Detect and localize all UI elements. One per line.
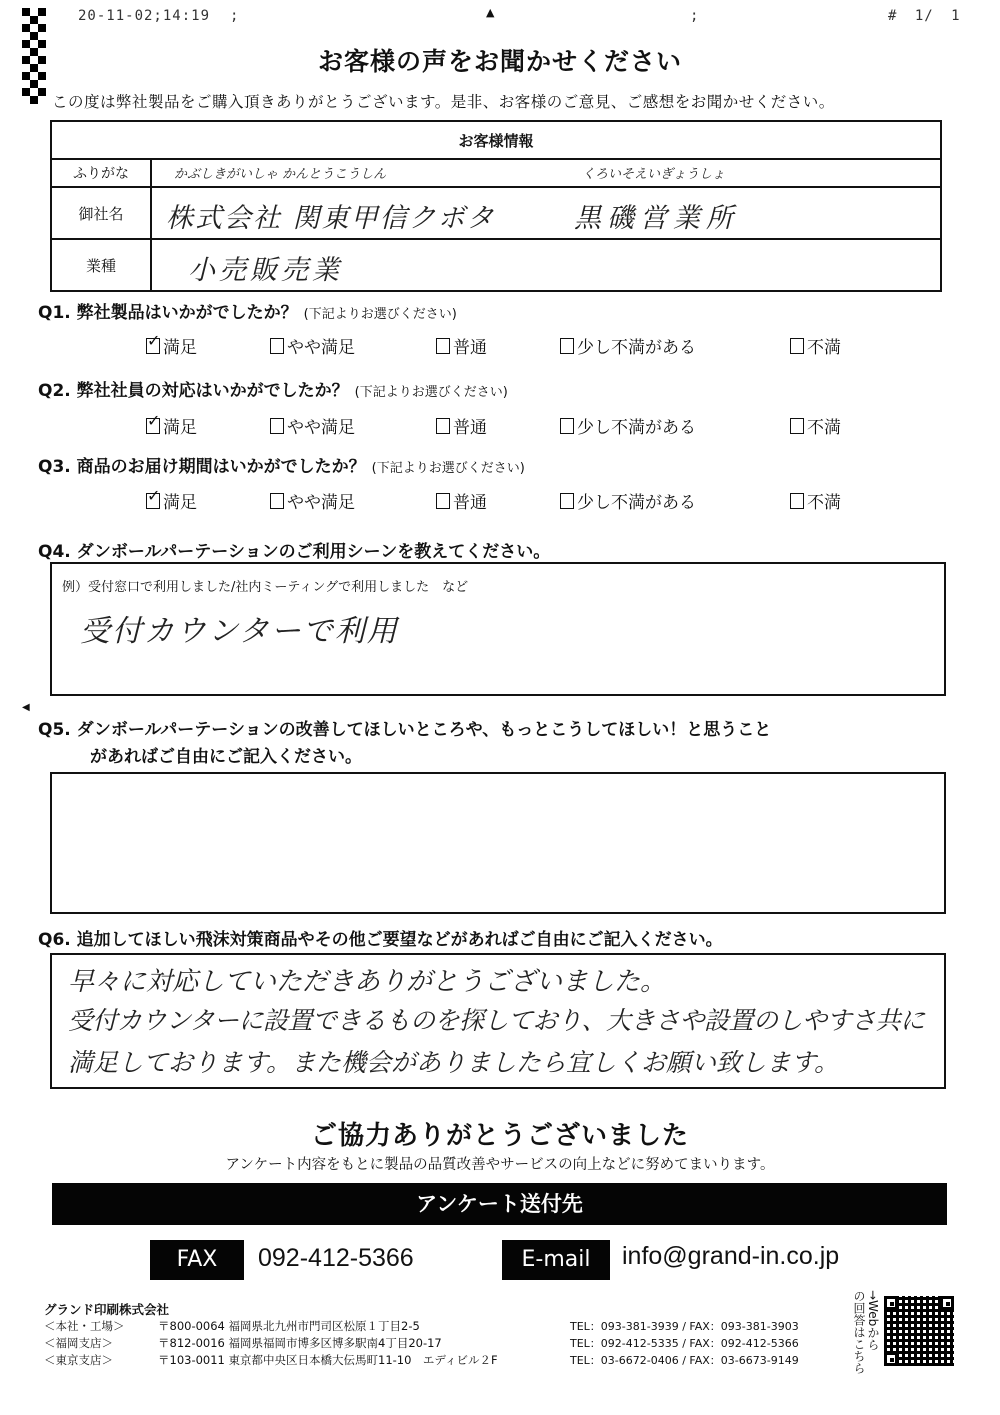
office-address-tokyo: 〒103-0011 東京都中央区日本橋大伝馬町11-10 エディビル２F [158, 1353, 498, 1367]
checkbox[interactable] [560, 418, 574, 434]
checkbox-checked[interactable] [146, 338, 160, 354]
q3-option-satisfied[interactable]: ✓満足 [146, 488, 197, 513]
left-arrow-icon: ◀ [22, 702, 30, 713]
web-note-2: の回答はこちら [852, 1290, 866, 1374]
q6-answer-line-2: 受付カウンターに設置できるものを探しており、大きさや設置のしやすさ共に [68, 1006, 925, 1035]
industry-field[interactable] [151, 239, 941, 291]
fax-separator: ; [230, 8, 240, 24]
office-phone-fukuoka: TEL：092-412-5335 / FAX：092-412-5366 [570, 1337, 799, 1350]
company-name-value: 株式会社 関東甲信クボタ [166, 203, 496, 234]
web-note-1: →Webから [866, 1290, 880, 1351]
fax-number[interactable]: 092-412-5366 [258, 1244, 414, 1272]
checkbox[interactable] [790, 338, 804, 354]
qr-code[interactable] [884, 1296, 954, 1366]
up-arrow-icon: ▲ [486, 6, 495, 19]
office-phone-hq: TEL：093-381-3939 / FAX：093-381-3903 [570, 1320, 799, 1333]
checkbox-checked[interactable] [146, 493, 160, 509]
customer-info-table [50, 120, 942, 292]
intro-text: この度は弊社製品をご購入頂きありがとうございます。是非、お客様のご意見、ご感想をお聞かせください。 [52, 93, 835, 111]
q2-option-satisfied[interactable]: ✓満足 [146, 413, 197, 438]
q4-example-text: 例）受付窓口で利用しました/社内ミーティングで利用しました など [62, 580, 469, 595]
q1-options [146, 333, 906, 357]
q3-option-neutral[interactable]: 普通 [436, 488, 487, 513]
company-name-field[interactable] [151, 187, 941, 239]
checkbox-checked[interactable] [146, 418, 160, 434]
question-2: Q2. 弊社社員の対応はいかがでしたか？ (下記よりお選びください) [38, 381, 508, 401]
q1-option-somewhat-satisfied[interactable]: やや満足 [270, 333, 355, 358]
q3-options [146, 488, 906, 512]
question-1: Q1. 弊社製品はいかがでしたか？ (下記よりお選びください) [38, 303, 457, 323]
question-6: Q6. 追加してほしい飛沫対策商品やその他ご要望などがあればご自由にご記入ください。 [38, 930, 723, 950]
furigana-field[interactable] [151, 159, 941, 187]
checkbox[interactable] [560, 338, 574, 354]
page-title: お客様の声をお聞かせください [317, 47, 682, 76]
office-label-hq: ＜本社・工場＞ [44, 1319, 125, 1333]
q3-option-somewhat-satisfied[interactable]: やや満足 [270, 488, 355, 513]
question-5: Q5. ダンボールパーテーションの改善してほしいところや、もっとこうしてほしい！と思うこと があればご自由にご記入ください。 [38, 720, 772, 767]
furigana-label: ふりがな [51, 159, 151, 187]
checkbox[interactable] [436, 418, 450, 434]
checkbox[interactable] [560, 493, 574, 509]
industry-label: 業種 [51, 239, 151, 291]
q4-answer-text: 受付カウンターで利用 [80, 614, 399, 649]
email-label: E-mail [502, 1240, 610, 1280]
q4-answer-box[interactable] [50, 562, 946, 696]
checkbox[interactable] [436, 338, 450, 354]
question-4: Q4. ダンボールパーテーションのご利用シーンを教えてください。 [38, 542, 551, 562]
q3-option-dissatisfied[interactable]: 不満 [790, 488, 841, 513]
checkbox[interactable] [436, 493, 450, 509]
q6-answer-line-1: 早々に対応していただきありがとうございました。 [68, 967, 667, 997]
q1-option-satisfied[interactable]: ✓満足 [146, 333, 197, 358]
thanks-subtitle: アンケート内容をもとに製品の品質改善やサービスの向上などに努めてまいります。 [225, 1157, 775, 1173]
email-address[interactable]: info@grand-in.co.jp [622, 1242, 840, 1270]
checkbox[interactable] [270, 338, 284, 354]
fax-page-number: # 1/ 1 [888, 8, 961, 24]
customer-info-heading: お客様情報 [51, 121, 941, 159]
send-to-heading: アンケート送付先 [52, 1183, 947, 1225]
thanks-title: ご協力ありがとうございました [310, 1121, 689, 1151]
company-name-label: 御社名 [51, 187, 151, 239]
q1-option-neutral[interactable]: 普通 [436, 333, 487, 358]
q2-option-neutral[interactable]: 普通 [436, 413, 487, 438]
furigana-value: かぶしきがいしゃ かんとうこうしん [174, 167, 387, 182]
branch-name-value: 黒磯営業所 [574, 203, 739, 234]
q6-answer-line-3: 満足しております。また機会がありましたら宜しくお願い致します。 [68, 1048, 840, 1077]
office-label-fukuoka: ＜福岡支店＞ [44, 1336, 113, 1350]
office-address-hq: 〒800-0064 福岡県北九州市門司区松原１丁目2-5 [158, 1319, 420, 1333]
office-label-tokyo: ＜東京支店＞ [44, 1353, 113, 1367]
checkbox[interactable] [790, 493, 804, 509]
furigana-value-branch: くろいそえいぎょうしょ [582, 167, 726, 182]
q1-option-dissatisfied[interactable]: 不満 [790, 333, 841, 358]
checkbox[interactable] [270, 493, 284, 509]
q1-option-somewhat-dissatisfied[interactable]: 少し不満がある [560, 333, 696, 358]
q2-options [146, 413, 906, 437]
checkbox[interactable] [270, 418, 284, 434]
q2-option-somewhat-satisfied[interactable]: やや満足 [270, 413, 355, 438]
office-phone-tokyo: TEL：03-6672-0406 / FAX：03-6673-9149 [570, 1354, 799, 1367]
question-3: Q3. 商品のお届け期間はいかがでしたか？ (下記よりお選びください) [38, 457, 525, 477]
q2-option-somewhat-dissatisfied[interactable]: 少し不満がある [560, 413, 696, 438]
checkbox[interactable] [790, 418, 804, 434]
q2-option-dissatisfied[interactable]: 不満 [790, 413, 841, 438]
fax-label: FAX [150, 1240, 244, 1280]
company-name: グランド印刷株式会社 [44, 1302, 170, 1317]
q3-option-somewhat-dissatisfied[interactable]: 少し不満がある [560, 488, 696, 513]
fax-timestamp: 20-11-02;14:19 [78, 8, 211, 24]
office-address-fukuoka: 〒812-0016 福岡県福岡市博多区博多駅南4丁目20-17 [158, 1336, 442, 1350]
q6-answer-box[interactable] [50, 953, 946, 1089]
fax-separator: ; [690, 8, 700, 24]
q5-answer-box[interactable] [50, 772, 946, 914]
industry-value: 小売販売業 [188, 255, 343, 286]
